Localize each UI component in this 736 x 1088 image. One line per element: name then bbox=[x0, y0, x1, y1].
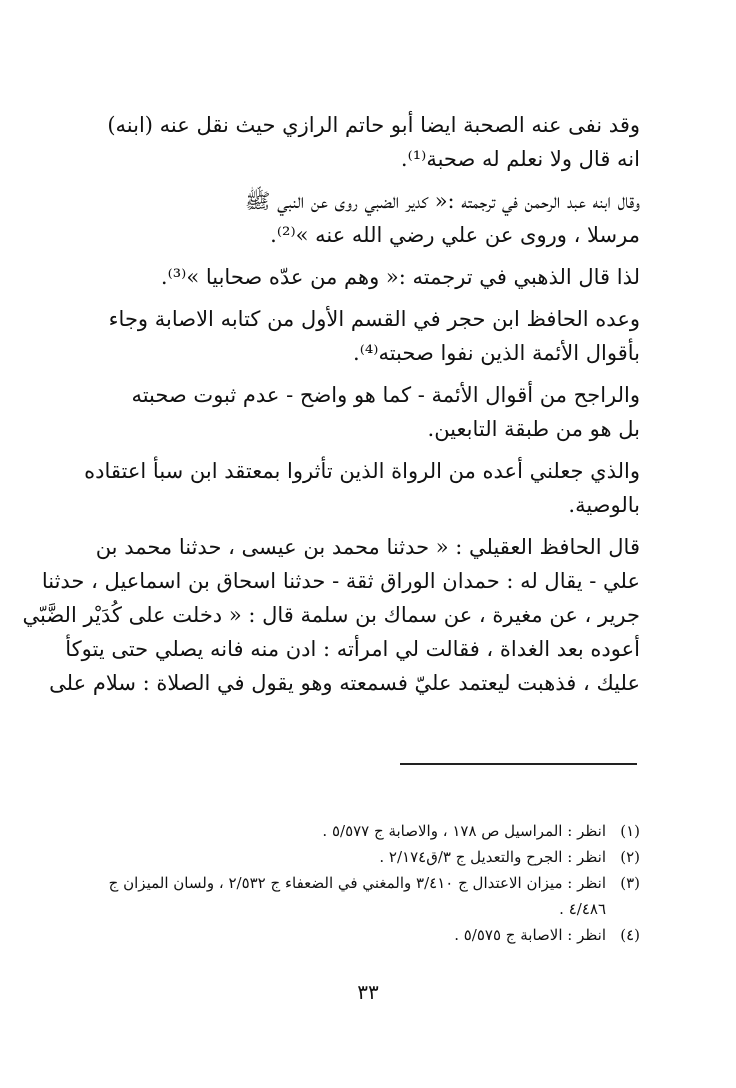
footnote-number: (٢) bbox=[620, 848, 640, 866]
text-line: والذي جعلني أعده من الرواة الذين تأثروا بمعتقد ابن سبأ اعتقاده bbox=[84, 459, 640, 483]
text-line: مرسلا ، وروى عن علي رضي الله عنه »⁽²⁾. bbox=[270, 223, 640, 247]
text-line: جرير ، عن مغيرة ، عن سماك بن سلمة قال : « دخلت على كُدَيْر الضَّبّي bbox=[22, 603, 640, 627]
footnote-text: انظر : ميزان الاعتدال ج ٣/٤١٠ والمغني في الضعفاء ج ٢/٥٣٢ ، ولسان الميزان ج bbox=[108, 874, 606, 892]
text-line: أعوده بعد الغداة ، فقالت لي امرأته : ادن منه فانه يصلي حتى يتوكأ bbox=[65, 637, 640, 661]
text-line: وعده الحافظ ابن حجر في القسم الأول من كتابه الاصابة وجاء bbox=[108, 307, 640, 331]
footnote bbox=[100, 844, 640, 870]
text-line: وقد نفى عنه الصحبة ايضا أبو حاتم الرازي حيث نقل عنه (ابنه) bbox=[107, 113, 640, 137]
footnote-text: انظر : الجرح والتعديل ج ٣/ق٢/١٧٤ . bbox=[379, 848, 606, 866]
page-number: ٣٣ bbox=[357, 980, 379, 1004]
footnote-number: (٣) bbox=[620, 874, 640, 892]
text-line: والراجح من أقوال الأئمة - كما هو واضح - عدم ثبوت صحبته bbox=[131, 383, 640, 407]
footnote-text: انظر : المراسيل ص ١٧٨ ، والاصابة ج ٥/٥٧٧ . bbox=[322, 822, 606, 840]
footnote-separator bbox=[400, 763, 637, 765]
text-line: بل هو من طبقة التابعين. bbox=[427, 417, 640, 441]
text-line: وقال ابنه عبد الرحمن في ترجمته :« كدير الضبي روى عن النبي ﷺ bbox=[245, 189, 640, 213]
text-line: قال الحافظ العقيلي : « حدثنا محمد بن عيسى ، حدثنا محمد بن bbox=[95, 535, 640, 559]
footnote-number: (١) bbox=[620, 822, 640, 840]
text-line: لذا قال الذهبي في ترجمته :« وهم من عدّه صحابيا »⁽³⁾. bbox=[160, 265, 640, 289]
text-line: عليك ، فذهبت ليعتمد عليّ فسمعته وهو يقول في الصلاة : سلام على bbox=[49, 671, 640, 695]
footnote bbox=[100, 922, 640, 948]
footnotes bbox=[100, 818, 640, 948]
footnote-continuation: ٤/٤٨٦ . bbox=[559, 900, 606, 918]
footnote bbox=[100, 870, 640, 896]
text-line: علي - يقال له : حمدان الوراق ثقة - حدثنا اسحاق بن اسماعيل ، حدثنا bbox=[41, 569, 640, 593]
footnote-number: (٤) bbox=[620, 926, 640, 944]
main-text bbox=[22, 108, 640, 700]
text-line: بالوصية. bbox=[568, 493, 640, 517]
footnote bbox=[100, 818, 640, 844]
text-line: انه قال ولا نعلم له صحبة⁽¹⁾. bbox=[400, 147, 640, 171]
footnote-text: انظر : الاصابة ج ٥/٥٧٥ . bbox=[454, 926, 606, 944]
text-line: بأقوال الأئمة الذين نفوا صحبته⁽⁴⁾. bbox=[353, 341, 640, 365]
